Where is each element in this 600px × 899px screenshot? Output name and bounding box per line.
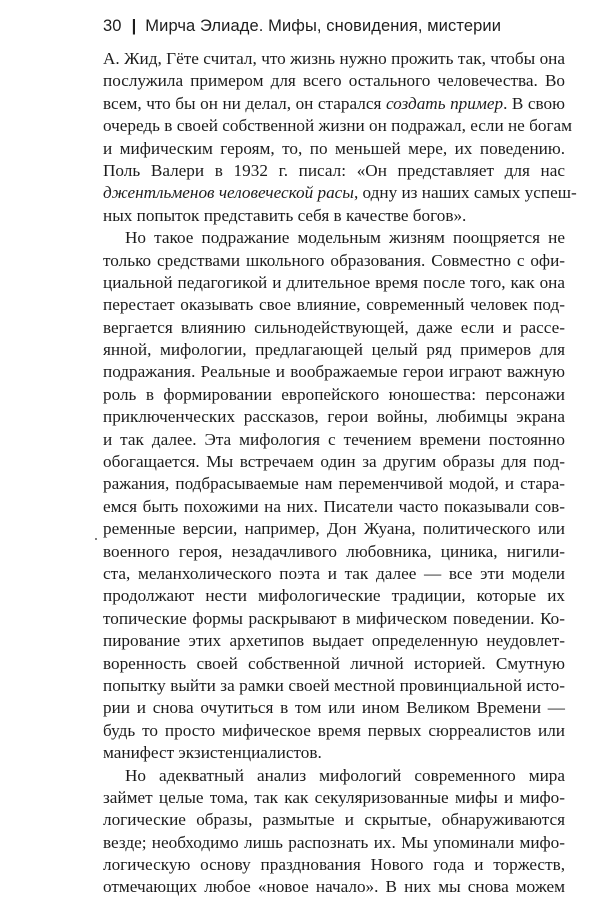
line-text: Но адекватный анализ мифологий современного мира	[125, 765, 565, 785]
line-text: топические формы раскрывают в мифическом поведении. Ко-	[103, 608, 565, 628]
line-text: ных попыток представить себя в качестве богов».	[103, 205, 467, 225]
line-text: роль в формировании европейского юношества: персонажи	[103, 384, 565, 404]
text-line	[103, 272, 565, 294]
text-line	[103, 675, 565, 697]
line-text: займет целые тома, так как секуляризованные мифы и мифо-	[103, 787, 565, 807]
text-line	[103, 473, 565, 495]
line-text: попытку выйти за рамки своей местной провинциальной исто-	[103, 675, 565, 695]
line-text: ременные версии, например, Дон Жуана, политического или	[103, 519, 565, 539]
line-text: везде; необходимо лишь распознать их. Мы упоминали мифо-	[103, 832, 565, 852]
text-line	[103, 361, 565, 383]
text-line	[103, 451, 565, 473]
line-text: ста, меланхолического поэта и так далее — все эти модели	[103, 563, 565, 583]
italic-text: джентльменов человеческой расы	[103, 183, 354, 203]
text-line	[103, 160, 565, 182]
line-text: рии и снова очутиться в том или ином Великом Времени —	[103, 698, 565, 718]
text-line	[103, 48, 565, 70]
text-line	[103, 205, 565, 227]
line-text: отмечающих любое «новое начало». В них мы снова можем	[103, 877, 565, 897]
line-text: емся быть похожими на них. Писатели часто показывали сов-	[103, 496, 565, 516]
text-line	[103, 585, 565, 607]
line-text: подражания. Реальные и воображаемые герои играют важную	[103, 362, 565, 382]
line-text: приключенческих рассказов, герои войны, любимцы экрана	[103, 407, 565, 427]
line-text: . В свою	[503, 93, 565, 113]
line-text: Поль Валери в 1932 г. писал: «Он представляет для нас	[103, 160, 565, 180]
body-text	[103, 48, 577, 899]
line-text: циальной педагогикой и длительное время после того, как она	[103, 272, 565, 292]
text-line	[103, 496, 565, 518]
text-line	[103, 787, 565, 809]
scan-speck	[95, 538, 97, 540]
line-text: продолжают нести мифологические традиции, которые их	[103, 586, 565, 606]
line-text: воренность своей собственной личной историей. Смутную	[103, 653, 565, 673]
text-line	[103, 429, 565, 451]
text-line	[103, 854, 565, 876]
line-text: очередь в своей собственной жизни он подражал, если не богам	[103, 116, 573, 136]
line-text: , одну из наших самых успеш-	[353, 183, 577, 203]
line-text: ражания, подбрасываемые нам переменчивой модой, и стара-	[103, 474, 565, 494]
running-title: Мирча Элиаде. Мифы, сновидения, мистерии	[145, 17, 502, 35]
text-line	[103, 832, 565, 854]
line-text: логические образы, размытые и скрытые, обнаруживаются	[103, 810, 565, 830]
text-line	[103, 227, 565, 249]
text-line	[103, 294, 565, 316]
text-line	[103, 70, 565, 92]
text-line	[103, 182, 577, 204]
italic-text: создать пример	[385, 93, 504, 113]
text-line	[103, 317, 565, 339]
text-line	[103, 809, 565, 831]
text-line	[103, 518, 565, 540]
text-line	[103, 384, 565, 406]
text-line	[103, 115, 573, 137]
line-text: всем, что бы он ни делал, он старался	[103, 93, 386, 113]
line-text: манифест экзистенциалистов.	[103, 743, 322, 763]
text-line	[103, 697, 565, 719]
text-line	[103, 742, 565, 764]
text-line	[103, 541, 565, 563]
line-text: перестает оказывать свое влияние, современный человек под-	[103, 295, 565, 315]
line-text: обогащается. Мы встречаем один за другим образы для под-	[103, 452, 565, 472]
text-line	[103, 653, 565, 675]
line-text: и мифическим героям, то, по меньшей мере, их поведению.	[103, 138, 565, 158]
text-line	[103, 138, 565, 160]
line-text: А. Жид, Гёте считал, что жизнь нужно прожить так, чтобы она	[103, 49, 565, 68]
line-text: и так далее. Эта мифология с течением времени постоянно	[103, 429, 565, 449]
header-separator: |	[131, 17, 137, 35]
line-text: логическую основу празднования Нового года и торжеств,	[103, 855, 565, 875]
line-text: военного героя, незадачливого любовника, циника, нигили-	[103, 541, 565, 561]
page-number: 30	[103, 17, 122, 35]
line-text: вергается влиянию сильнодействующей, даже если и рассе-	[103, 317, 565, 337]
line-text: пирование этих архетипов выдает определенную неудовлет-	[103, 631, 565, 651]
line-text: янной, мифологии, предлагающей целый ряд примеров для	[103, 340, 565, 360]
line-text: послужила примером для всего остального человечества. Во	[103, 71, 565, 91]
text-line	[103, 406, 565, 428]
line-text: будь то просто мифическое время первых сюрреалистов или	[103, 720, 565, 740]
text-line	[103, 876, 565, 898]
text-line	[103, 765, 565, 787]
line-text: Но такое подражание модельным жизням поощряется не	[125, 228, 565, 248]
running-header	[103, 13, 501, 39]
text-line	[103, 250, 565, 272]
text-line	[103, 720, 565, 742]
text-line	[103, 608, 565, 630]
text-line	[103, 630, 565, 652]
text-line	[103, 93, 565, 115]
text-line	[103, 563, 565, 585]
line-text: только средствами школьного образования. Совместно с офи-	[103, 250, 565, 270]
text-line	[103, 339, 565, 361]
